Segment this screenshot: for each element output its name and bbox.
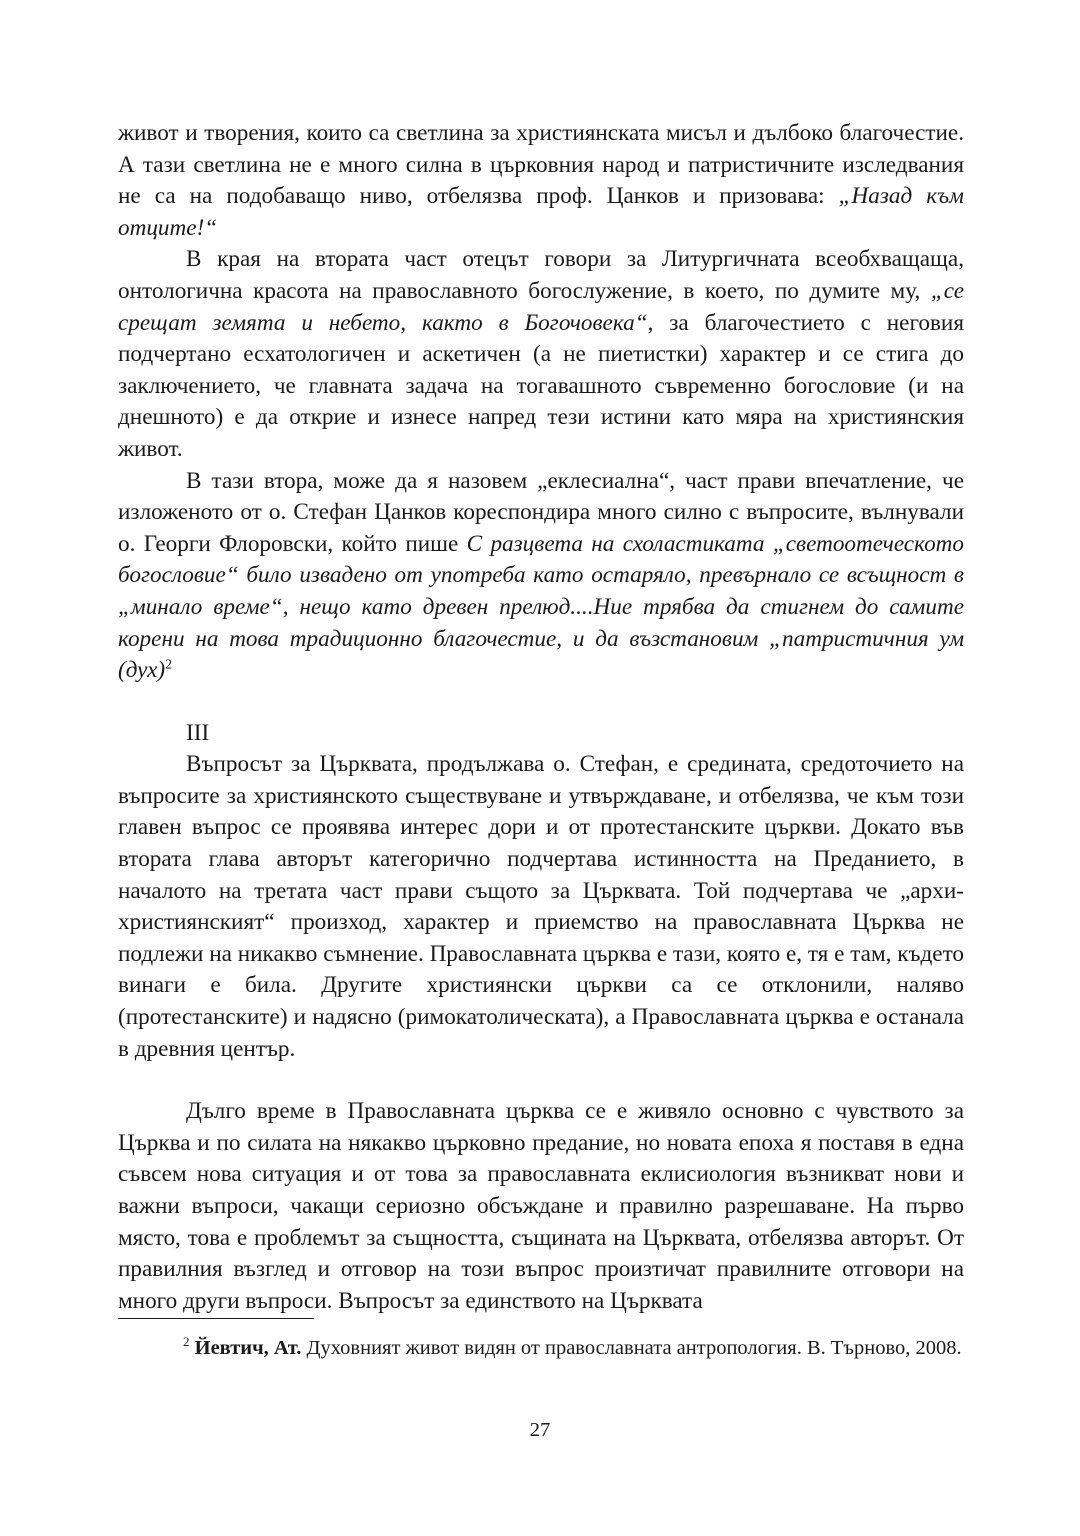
paragraph-2: [118, 244, 964, 465]
footnote-text: Духовният живот видян от православната антропология. В. Търново, 2008.: [301, 1337, 962, 1359]
paragraph-1: [118, 118, 964, 244]
page-body: [118, 118, 964, 1317]
footnote-reference: 2: [165, 657, 173, 673]
paragraph-4: Въпросът за Църквата, продължава о. Стефан, е средината, средоточието на въпросите за християнското съществуване и утвърждаване, и отбелязва, че към този главен въпрос се проявява интерес дори и от протестанските църкви. Докато във втората глава авторът категорично подчертава истинността на Преданието, в началото на третата част прави същото за Църквата. Той подчертава че „архи-християнският“ произход, характер и приемство на православната Църква не подлежи на никакво съмнение. Православната църква е тази, която е, тя е там, където винаги е била. Другите християнски църкви са се отклонили, наляво (протестанските) и надясно (римокатолическата), а Православната църква е останала в древния център.: [118, 751, 964, 1062]
paragraph-5: Дълго време в Православната църква се е живяло основно с чувството за Църква и по силата на някакво църковно предание, но новата епоха я поставя в една съвсем нова ситуация и от това за православната еклисиология възникват нови и важни въпроси, чакащи сериозно обсъждане и правилно разрешаване. На първо място, това е проблемът за същността, същината на Църквата, отбелязва авторът. От правилния възглед и отговор на този въпрос произтичат правилните отговори на много други въпроси. Въпросът за единството на Църквата: [118, 1098, 964, 1314]
paragraph-1-quote: „Назад към отците!“: [118, 183, 964, 241]
paragraph-3-start: В тази втора, може да я назовем „еклесиална“, част прави впечатление, че изложеното от о. Стефан Цанков кореспондира много силно с въпросите, вълнували о. Георги Флоровски, който пише: [118, 467, 964, 557]
page-number: 27: [529, 1419, 551, 1441]
paragraph-3: [118, 466, 964, 687]
footnote-author: Йевтич, Ат.: [194, 1337, 302, 1359]
footnote-number: 2: [183, 1334, 190, 1350]
paragraph-1-text: живот и творения, които са светлина за християнската мисъл и дълбоко благочестие. А тази светлина не е много силна в църковния народ и патристичните изследвания не са на подобаващо ниво, отбелязва проф. Цанков и призовава:: [118, 120, 964, 210]
footnote: [118, 1334, 964, 1363]
footnote-divider: [118, 1318, 314, 1319]
paragraph-2-start: В края на втората част отецът говори за Литургичната всеобхващаща, онтологична красота на православното богослужение, в което, по думите му,: [118, 246, 964, 304]
section-heading-iii: III: [186, 719, 210, 746]
paragraph-2-quote: „се срещат земята и небето, както в Богочовека“: [118, 277, 964, 336]
paragraph-3-quote: С разцвета на схоластиката „светоотеческото богословие“ било извадено от употреба като остаряло, превърнало се всъщност в „минало време“, нещо като древен прелюд....Ние трябва да стигнем до самите корени на това традиционно благочестие, и да възстановим „патристичния ум (дух): [118, 530, 964, 684]
paragraph-2-end: , за благочестието с неговия подчертано есхатологичен и аскетичен (а не пиетистки) характер и се стига до заключението, че главната задача на тогавашното съвременно богословие (и на днешното) е да открие и изнесе напред тези истини като мяра на християнския живот.: [118, 309, 964, 462]
